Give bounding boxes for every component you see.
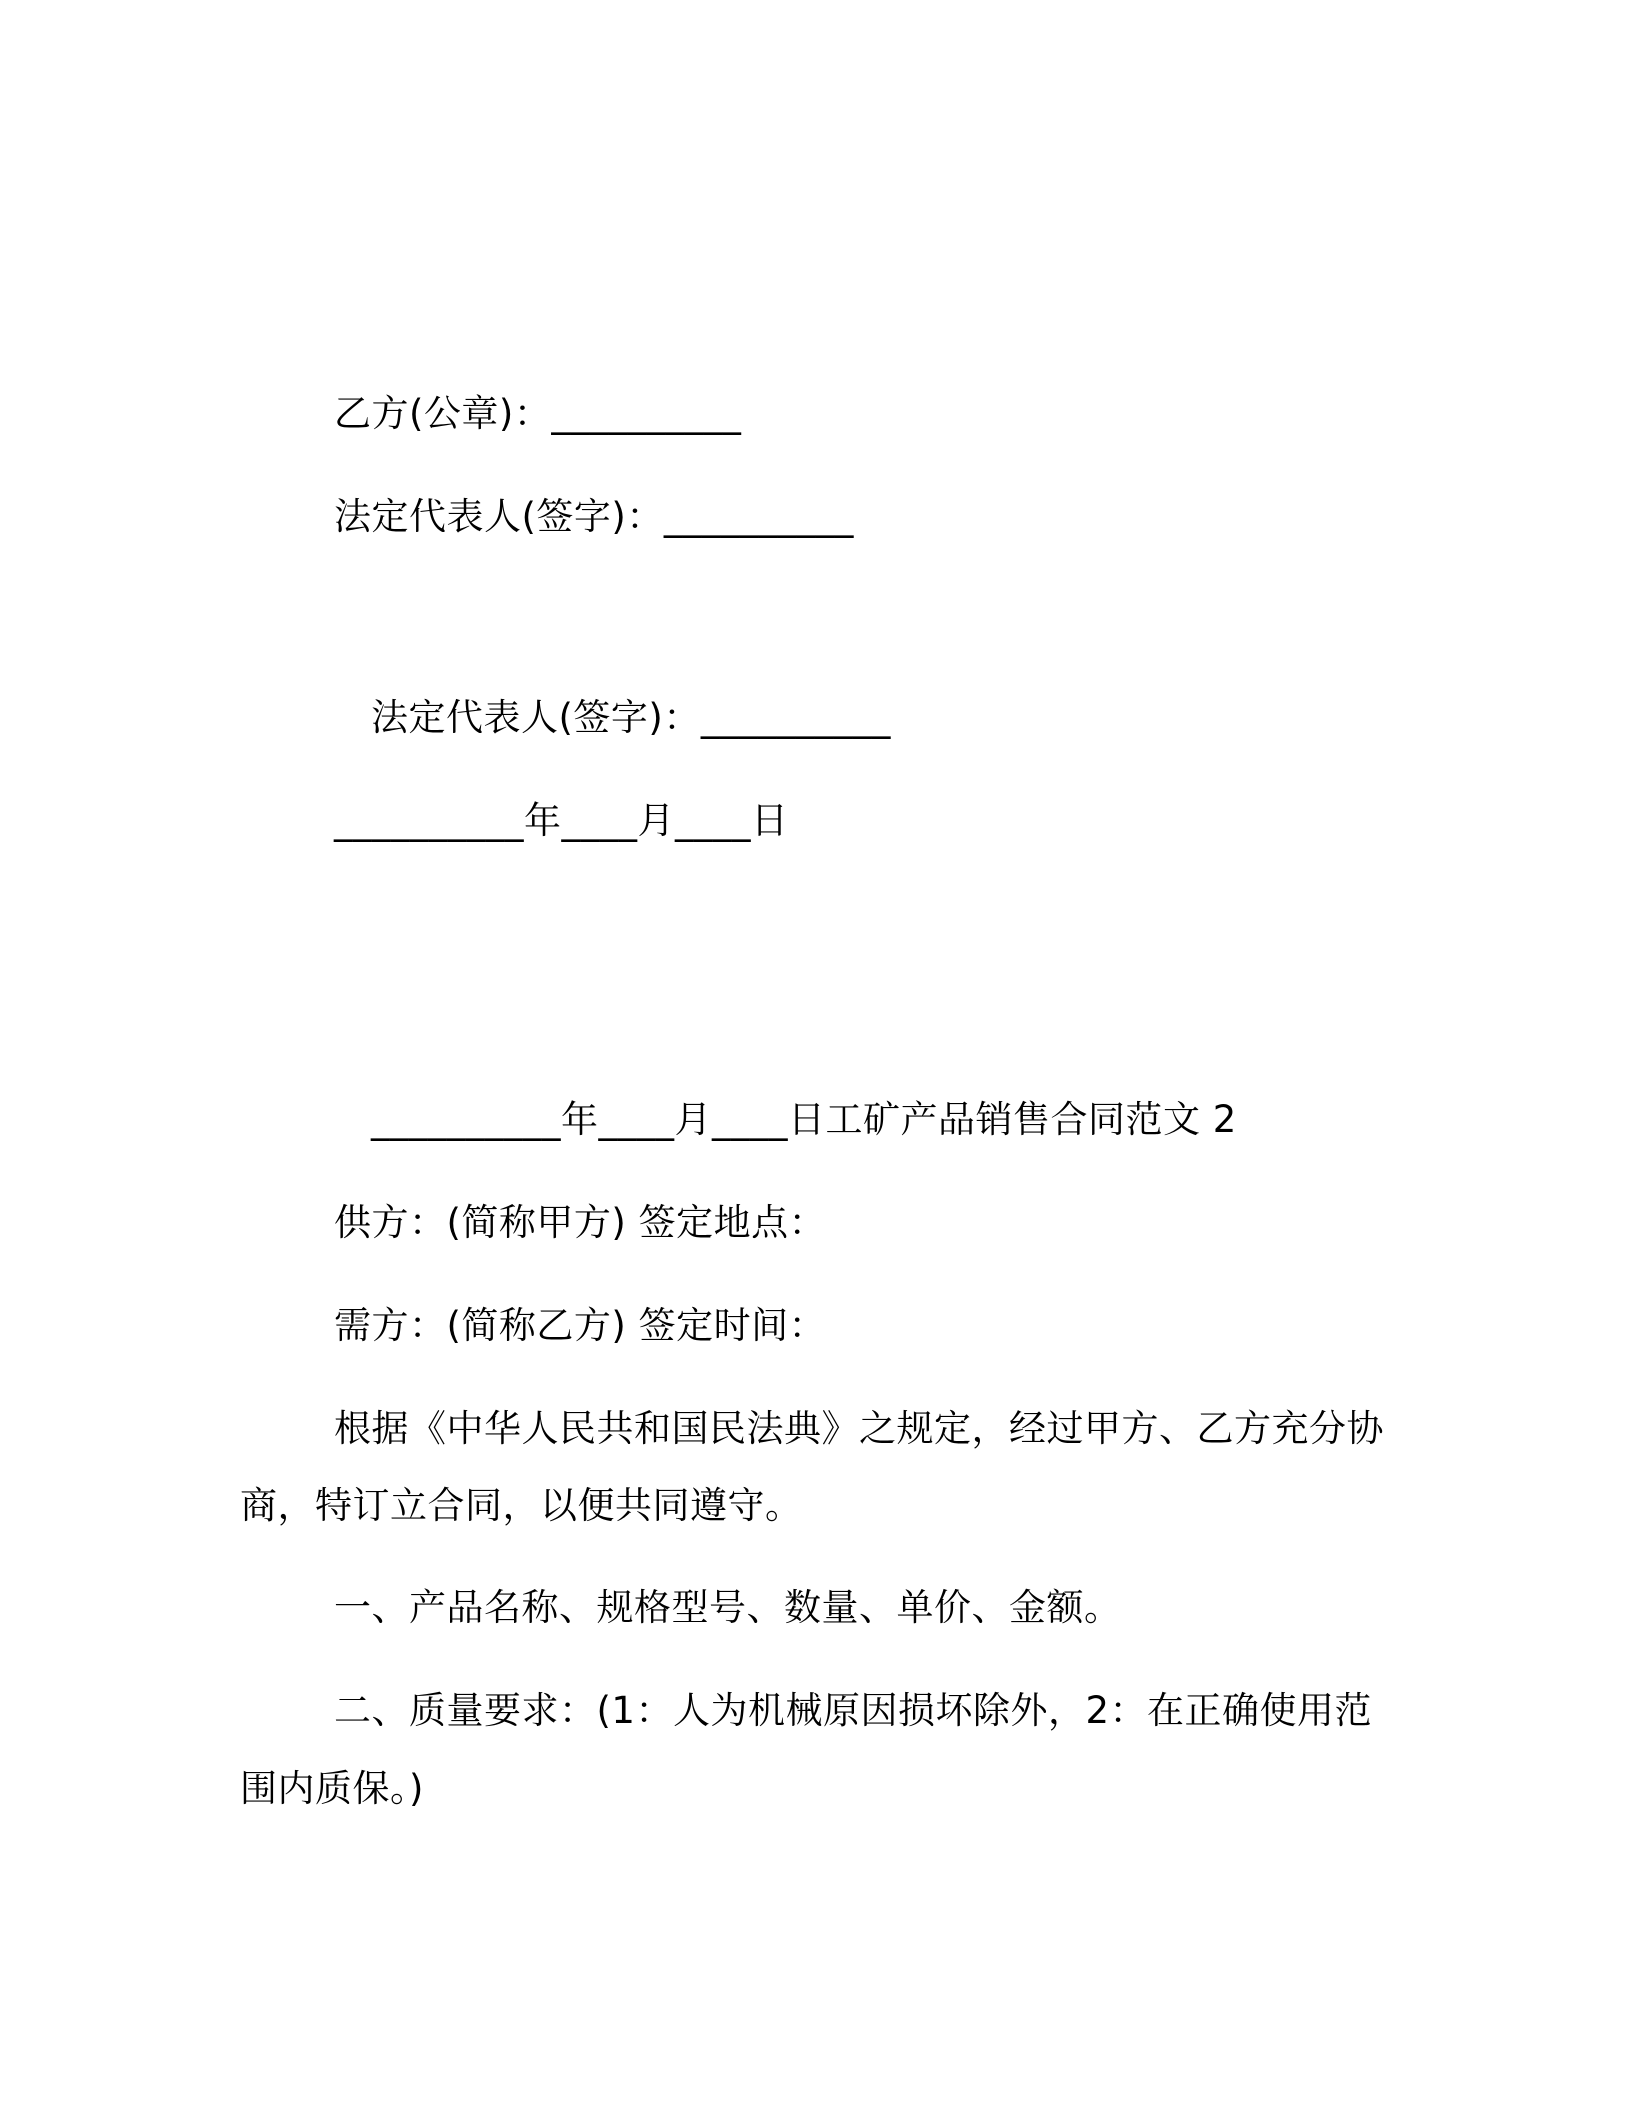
intro-paragraph-line-2: 商，特订立合同，以便共同遵守。 [240,1484,803,1527]
clause-1: 一、产品名称、规格型号、数量、单价、金额。 [334,1586,1122,1629]
contract-title: __________年____月____日工矿产品销售合同范文 2 [371,1098,1237,1141]
intro-paragraph-line-1: 根据《中华人民共和国民法典》之规定，经过甲方、乙方充分协 [334,1407,1384,1450]
legal-rep-signature-line-2: 法定代表人(签字)：__________ [371,696,891,739]
party-b-seal-line: 乙方(公章)：__________ [334,392,742,435]
clause-2-line-2: 围内质保。) [240,1767,424,1810]
clause-2-line-1: 二、质量要求：(1：人为机械原因损坏除外，2：在正确使用范 [334,1689,1373,1732]
supplier-line: 供方：(简称甲方) 签定地点： [334,1201,827,1244]
legal-rep-signature-line: 法定代表人(签字)：__________ [334,495,854,538]
signing-date-line: __________年____月____日 [334,799,789,842]
buyer-line: 需方：(简称乙方) 签定时间： [334,1304,827,1347]
